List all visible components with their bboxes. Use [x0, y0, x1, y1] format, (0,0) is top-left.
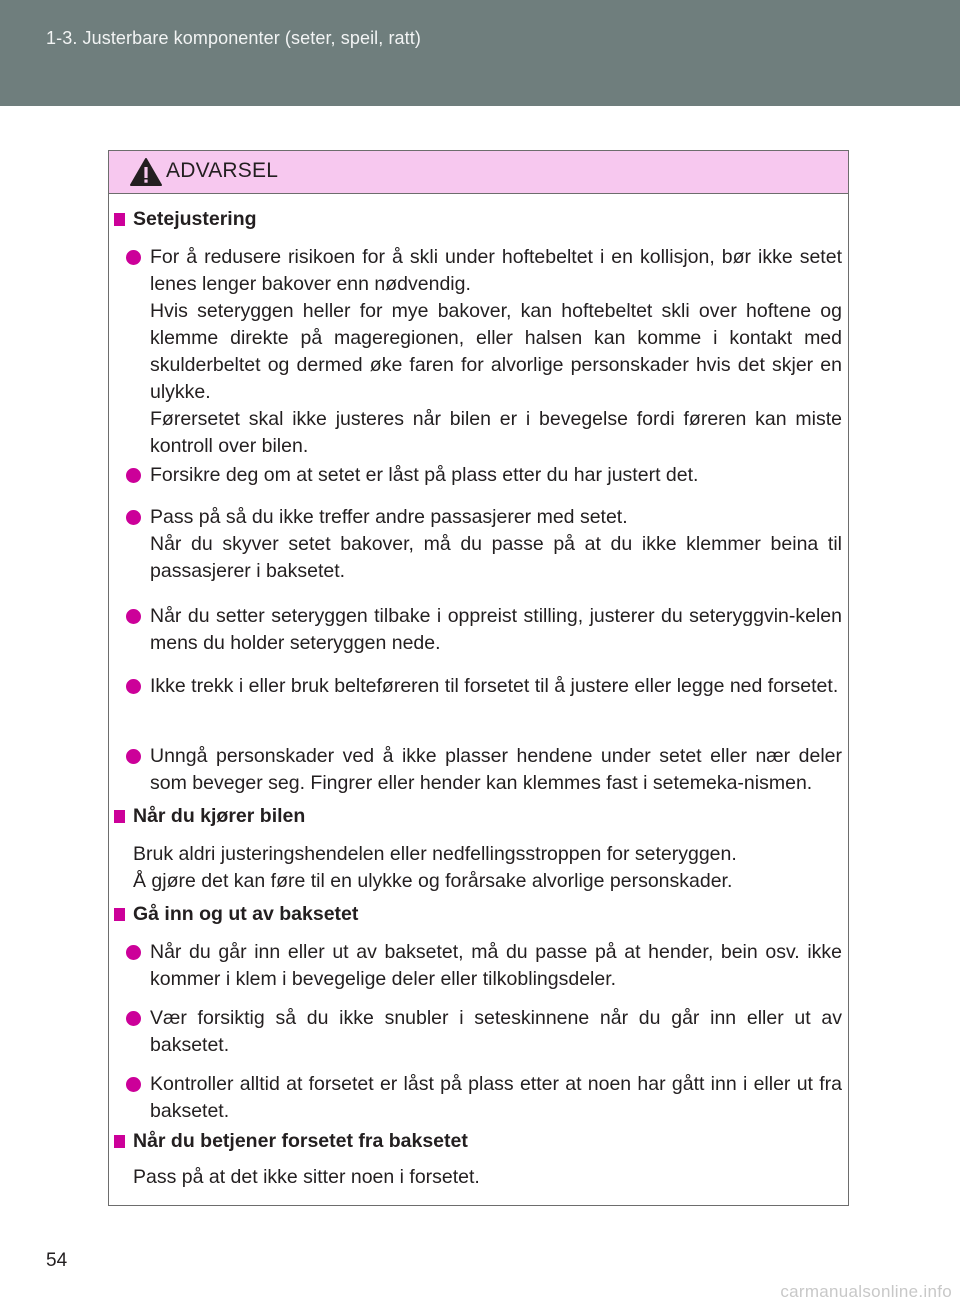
list-item: [126, 244, 842, 460]
section-heading: Gå inn og ut av baksetet: [114, 901, 358, 927]
page-header-band: [0, 0, 960, 106]
paragraph-line: Hvis seteryggen heller for mye bakover, kan hoftebeltet skli over hoftene og klemme direkte på mageregionen, eller halsen kan komme i kontakt med skulderbeltet og dermed øke faren for alvorlige personskader hvis det skjer en ulykke.: [150, 300, 842, 403]
section-heading: Når du betjener forsetet fra baksetet: [114, 1128, 468, 1154]
paragraph-line: Førersetet skal ikke justeres når bilen er i bevegelse fordi føreren kan miste kontroll over bilen.: [150, 408, 842, 457]
warning-header: [109, 151, 848, 194]
section-text: Bruk aldri justeringshendelen eller nedfellingsstroppen for seteryggen. Å gjøre det kan føre til en ulykke og forårsake alvorlige personskader.: [133, 843, 737, 892]
section-heading: Setejustering: [114, 206, 257, 232]
square-bullet-icon: [114, 213, 125, 226]
list-item: Når du går inn eller ut av baksetet, må du passe på at hender, bein osv. ikke kommer i klem i bevegelige deler eller tilkoblingsdeler.: [126, 939, 842, 993]
list-item: Unngå personskader ved å ikke plasser hendene under setet eller nær deler som beveger seg. Fingrer eller hender kan klemmes fast i setemeka-nismen.: [126, 743, 842, 797]
list-item: Kontroller alltid at forsetet er låst på plass etter at noen har gått inn i eller ut fra baksetet.: [126, 1071, 842, 1125]
round-bullet-icon: [126, 749, 141, 764]
round-bullet-icon: [126, 609, 141, 624]
round-bullet-icon: [126, 1011, 141, 1026]
list-item: Vær forsiktig så du ikke snubler i seteskinnene når du går inn eller ut av baksetet.: [126, 1005, 842, 1059]
section-text: Pass på at det ikke sitter noen i forsetet.: [133, 1166, 480, 1188]
round-bullet-icon: [126, 250, 141, 265]
list-item-text: [150, 244, 842, 460]
round-bullet-icon: [126, 1077, 141, 1092]
warning-triangle-icon: [129, 157, 163, 187]
round-bullet-icon: [126, 945, 141, 960]
round-bullet-icon: [126, 510, 141, 525]
square-bullet-icon: [114, 908, 125, 921]
page-number: 54: [46, 1250, 68, 1271]
section-heading: Når du kjører bilen: [114, 803, 305, 829]
round-bullet-icon: [126, 679, 141, 694]
list-item-text: Pass på så du ikke treffer andre passasjerer med setet. Når du skyver setet bakover, må du passe på at du ikke klemmer beina til passasjerer i baksetet.: [150, 506, 842, 582]
section-title: 1-3. Justerbare komponenter (seter, speil, ratt): [46, 28, 421, 48]
list-item: Når du setter seteryggen tilbake i oppreist stilling, justerer du seteryggvin-kelen mens du holder seteryggen nede.: [126, 603, 842, 657]
paragraph-line: For å redusere risikoen for å skli under hoftebeltet i en kollisjon, bør ikke setet lenes lenger bakover enn nødvendig.: [150, 246, 842, 295]
warning-box: [108, 150, 849, 1206]
warning-title: ADVARSEL: [166, 159, 279, 182]
round-bullet-icon: [126, 468, 141, 483]
list-item: Ikke trekk i eller bruk belteføreren til forsetet til å justere eller legge ned forsetet.: [126, 673, 842, 700]
list-item: Forsikre deg om at setet er låst på plass etter du har justert det.: [126, 462, 842, 489]
watermark: carmanualsonline.info: [780, 1282, 952, 1301]
square-bullet-icon: [114, 1135, 125, 1148]
list-item: [126, 504, 842, 585]
square-bullet-icon: [114, 810, 125, 823]
